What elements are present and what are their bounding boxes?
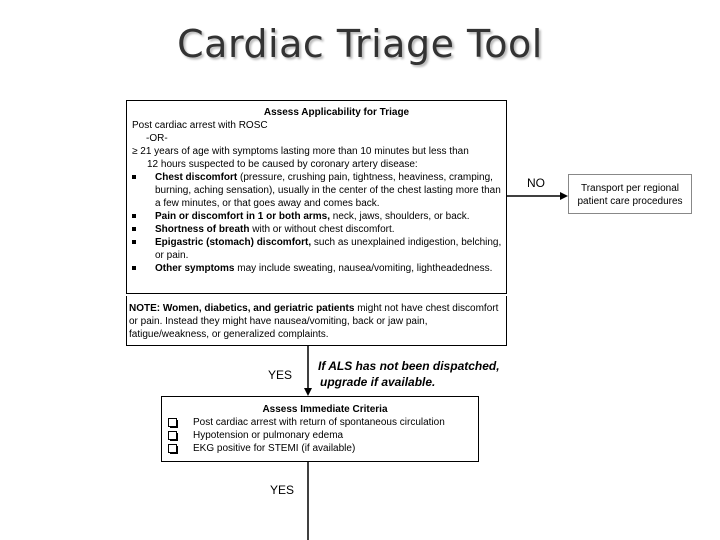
transport-line-2: patient care procedures [577,196,683,207]
bullet-shortness-of-breath: Shortness of breath with or without chest discomfort. [127,223,506,236]
note-bold: NOTE: Women, diabetics, and geriatric patients [129,303,355,314]
als-note-line-1: If ALS has not been dispatched, [318,359,500,373]
criterion-hypotension: Hypotension or pulmonary edema [162,429,478,442]
applicability-heading: Assess Applicability for Triage [263,107,410,118]
applicability-line-age: ≥ 21 years of age with symptoms lasting more than 10 minutes but less than [132,146,469,157]
applicability-line-cad: 12 hours suspected to be caused by coronary artery disease: [147,159,418,170]
yes-label-immediate: YES [270,483,295,497]
checkbox-icon [168,431,177,440]
criterion-ekg: EKG positive for STEMI (if available) [162,442,478,455]
bullet-square-icon [132,214,136,218]
applicability-or: -OR- [146,133,168,144]
note-text: might not have chest discomfort or pain. Instead they might have nausea/vomiting, back or jaw pain, fatigue/weakness, or generalized complaints. [129,303,499,340]
bullet-square-icon [132,175,136,179]
checkbox-icon [168,444,177,453]
bullet-square-icon [132,227,136,231]
criterion-rosc: Post cardiac arrest with return of spontaneous circulation [162,416,478,429]
page-title: Cardiac Triage Tool [177,22,543,66]
yes-label-applicability: YES [268,368,293,382]
immediate-heading: Assess Immediate Criteria [262,404,388,415]
bullet-square-icon [132,266,136,270]
checkbox-icon [168,418,177,427]
applicability-box [126,100,507,294]
transport-line-1: Transport per regional [580,183,679,194]
bullet-epigastric: Epigastric (stomach) discomfort, such as unexplained indigestion, belching, or pain. [127,236,506,262]
transport-box [568,174,692,214]
bullet-chest-discomfort: Chest discomfort (pressure, crushing pain, tightness, heaviness, cramping, burning, aching sensation), usually in the center of the chest lasting more than a few minutes, or that goes away and comes back. [127,171,506,210]
bullet-square-icon [132,240,136,244]
als-note [318,358,500,390]
bullet-arm-pain: Pain or discomfort in 1 or both arms, neck, jaws, shoulders, or back. [127,210,506,223]
applicability-line-rosc: Post cardiac arrest with ROSC [132,120,268,131]
no-label: NO [527,176,545,190]
bullet-other-symptoms: Other symptoms may include sweating, nausea/vomiting, lightheadedness. [127,262,506,275]
immediate-criteria-box [161,396,479,462]
note-box [126,296,507,346]
als-note-line-2: upgrade if available. [320,375,436,389]
